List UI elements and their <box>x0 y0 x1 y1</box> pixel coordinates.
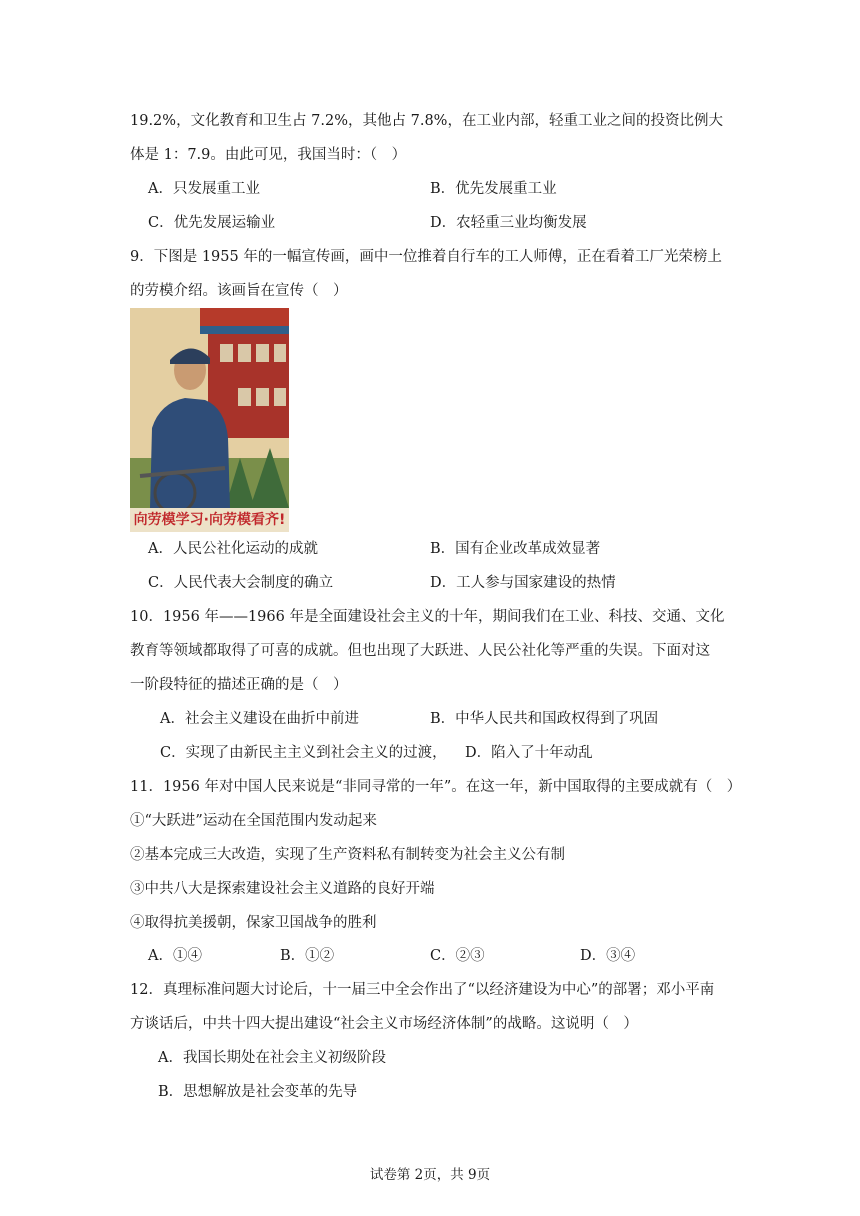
q8-option-c: C．优先发展运输业 <box>148 215 276 231</box>
q8-option-b: B．优先发展重工业 <box>430 181 557 197</box>
q12-text-line1: 12．真理标准问题大讨论后，十一届三中全会作出了“以经济建设为中心”的部署；邓小平南 <box>130 982 715 998</box>
poster-caption: 向劳模学习·向劳模看齐! <box>133 512 286 528</box>
q11-item-4: ④取得抗美援朝，保家卫国战争的胜利 <box>130 915 377 931</box>
q8-option-a: A．只发展重工业 <box>148 181 260 197</box>
q12-text-line2: 方谈话后，中共十四大提出建设“社会主义市场经济体制”的战略。这说明（ ） <box>130 1016 638 1032</box>
q10-option-b: B．中华人民共和国政权得到了巩固 <box>430 711 659 727</box>
q8-text-line1: 19.2%，文化教育和卫生占 7.2%，其他占 7.8%，在工业内部，轻重工业之间的投资比例大 <box>130 113 723 129</box>
q8-option-d: D．农轻重三业均衡发展 <box>430 215 587 231</box>
q12-option-b: B．思想解放是社会变革的先导 <box>158 1084 358 1100</box>
poster-illustration <box>130 308 289 532</box>
q9-option-a: A．人民公社化运动的成就 <box>148 541 318 557</box>
q10-option-c: C．实现了由新民主主义到社会主义的过渡， <box>160 745 447 761</box>
q12-option-a: A．我国长期处在社会主义初级阶段 <box>158 1050 386 1066</box>
q10-text-line1: 10．1956 年——1966 年是全面建设社会主义的十年，期间我们在工业、科技、交通、文化 <box>130 609 725 625</box>
q9-option-c: C．人民代表大会制度的确立 <box>148 575 334 591</box>
q10-option-d: D．陷入了十年动乱 <box>465 745 593 761</box>
q9-text-line2: 的劳模介绍。该画旨在宣传（ ） <box>130 283 348 299</box>
q10-text-line2: 教育等领域都取得了可喜的成就。但也出现了大跃进、人民公社化等严重的失误。下面对这 <box>130 643 710 659</box>
q9-text-line1: 9．下图是 1955 年的一幅宣传画，画中一位推着自行车的工人师傅，正在看着工厂光荣榜上 <box>130 249 722 265</box>
q11-option-a: A．①④ <box>148 948 202 964</box>
q11-item-1: ①“大跃进”运动在全国范围内发动起来 <box>130 813 377 829</box>
propaganda-poster-image <box>130 308 289 532</box>
q11-option-d: D．③④ <box>580 948 636 964</box>
q11-item-3: ③中共八大是探索建设社会主义道路的良好开端 <box>130 881 435 897</box>
q8-text-line2: 体是 1：7.9。由此可见，我国当时：（ ） <box>130 147 407 163</box>
q11-option-c: C．②③ <box>430 948 485 964</box>
q9-option-d: D．工人参与国家建设的热情 <box>430 575 616 591</box>
q11-option-b: B．①② <box>280 948 335 964</box>
q10-option-a: A．社会主义建设在曲折中前进 <box>160 711 359 727</box>
q11-item-2: ②基本完成三大改造，实现了生产资料私有制转变为社会主义公有制 <box>130 847 565 863</box>
q10-text-line3: 一阶段特征的描述正确的是（ ） <box>130 677 348 693</box>
q9-option-b: B．国有企业改革成效显著 <box>430 541 601 557</box>
q11-text-line1: 11．1956 年对中国人民来说是“非同寻常的一年”。在这一年，新中国取得的主要成就有（ ） <box>130 779 742 795</box>
page-footer: 试卷第 2页，共 9页 <box>369 1167 491 1183</box>
